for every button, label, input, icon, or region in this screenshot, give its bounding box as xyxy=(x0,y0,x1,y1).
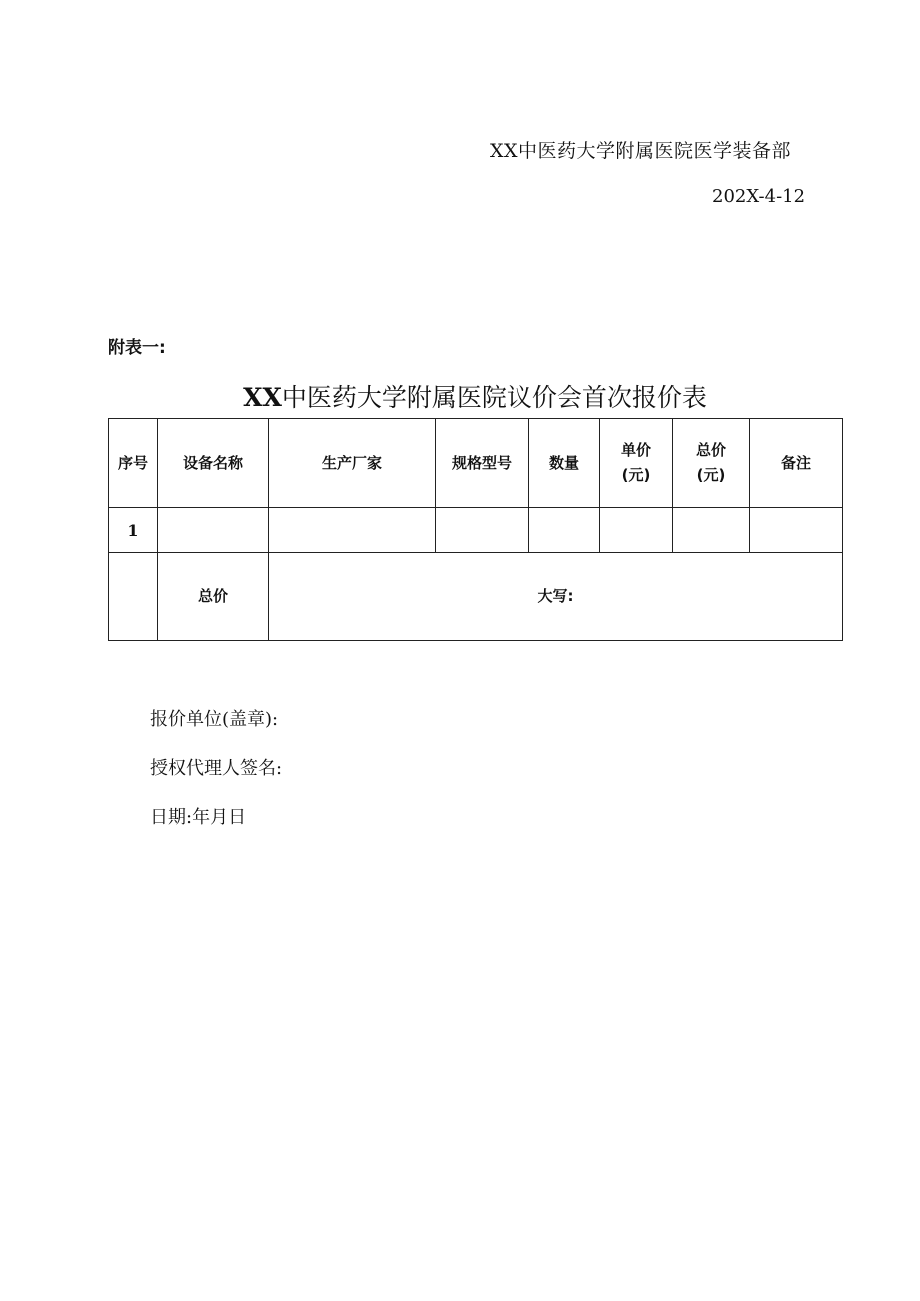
signature-date-label: 日期:年月日 xyxy=(150,807,247,828)
authorized-agent-label: 授权代理人签名: xyxy=(150,758,283,779)
quantity-cell[interactable] xyxy=(529,508,600,553)
column-header-spec: 规格型号 xyxy=(436,419,529,508)
column-header-quantity: 数量 xyxy=(529,419,600,508)
title-prefix: XX xyxy=(243,383,282,412)
table-row xyxy=(109,508,843,553)
document-date: 202X-4-12 xyxy=(712,186,806,207)
equipment-name-cell[interactable] xyxy=(158,508,269,553)
column-header-name: 设备名称 xyxy=(158,419,269,508)
column-header-manufacturer: 生产厂家 xyxy=(269,419,436,508)
quoting-company-label: 报价单位(盖章): xyxy=(150,709,279,730)
page-title xyxy=(108,378,842,414)
row-index-cell: 1 xyxy=(109,508,158,553)
quote-table xyxy=(108,418,843,641)
total-label: 总价 xyxy=(158,553,269,641)
attachment-label: 附表一: xyxy=(108,338,166,358)
capital-amount-cell[interactable] xyxy=(269,553,843,641)
manufacturer-cell[interactable] xyxy=(269,508,436,553)
column-header-index: 序号 xyxy=(109,419,158,508)
remark-cell[interactable] xyxy=(750,508,843,553)
total-row-blank-cell xyxy=(109,553,158,641)
total-price-cell[interactable] xyxy=(673,508,750,553)
column-header-remark: 备注 xyxy=(750,419,843,508)
unit-price-cell[interactable] xyxy=(600,508,673,553)
spec-cell[interactable] xyxy=(436,508,529,553)
table-header-row xyxy=(109,419,843,508)
column-header-unit-price: 单价 (元) xyxy=(600,419,673,508)
capital-label: 大写: xyxy=(537,587,574,605)
column-header-total-price: 总价 (元) xyxy=(673,419,750,508)
total-row xyxy=(109,553,843,641)
organization-name: XX中医药大学附属医院医学装备部 xyxy=(490,140,792,162)
title-text: 中医药大学附属医院议价会首次报价表 xyxy=(281,383,707,412)
